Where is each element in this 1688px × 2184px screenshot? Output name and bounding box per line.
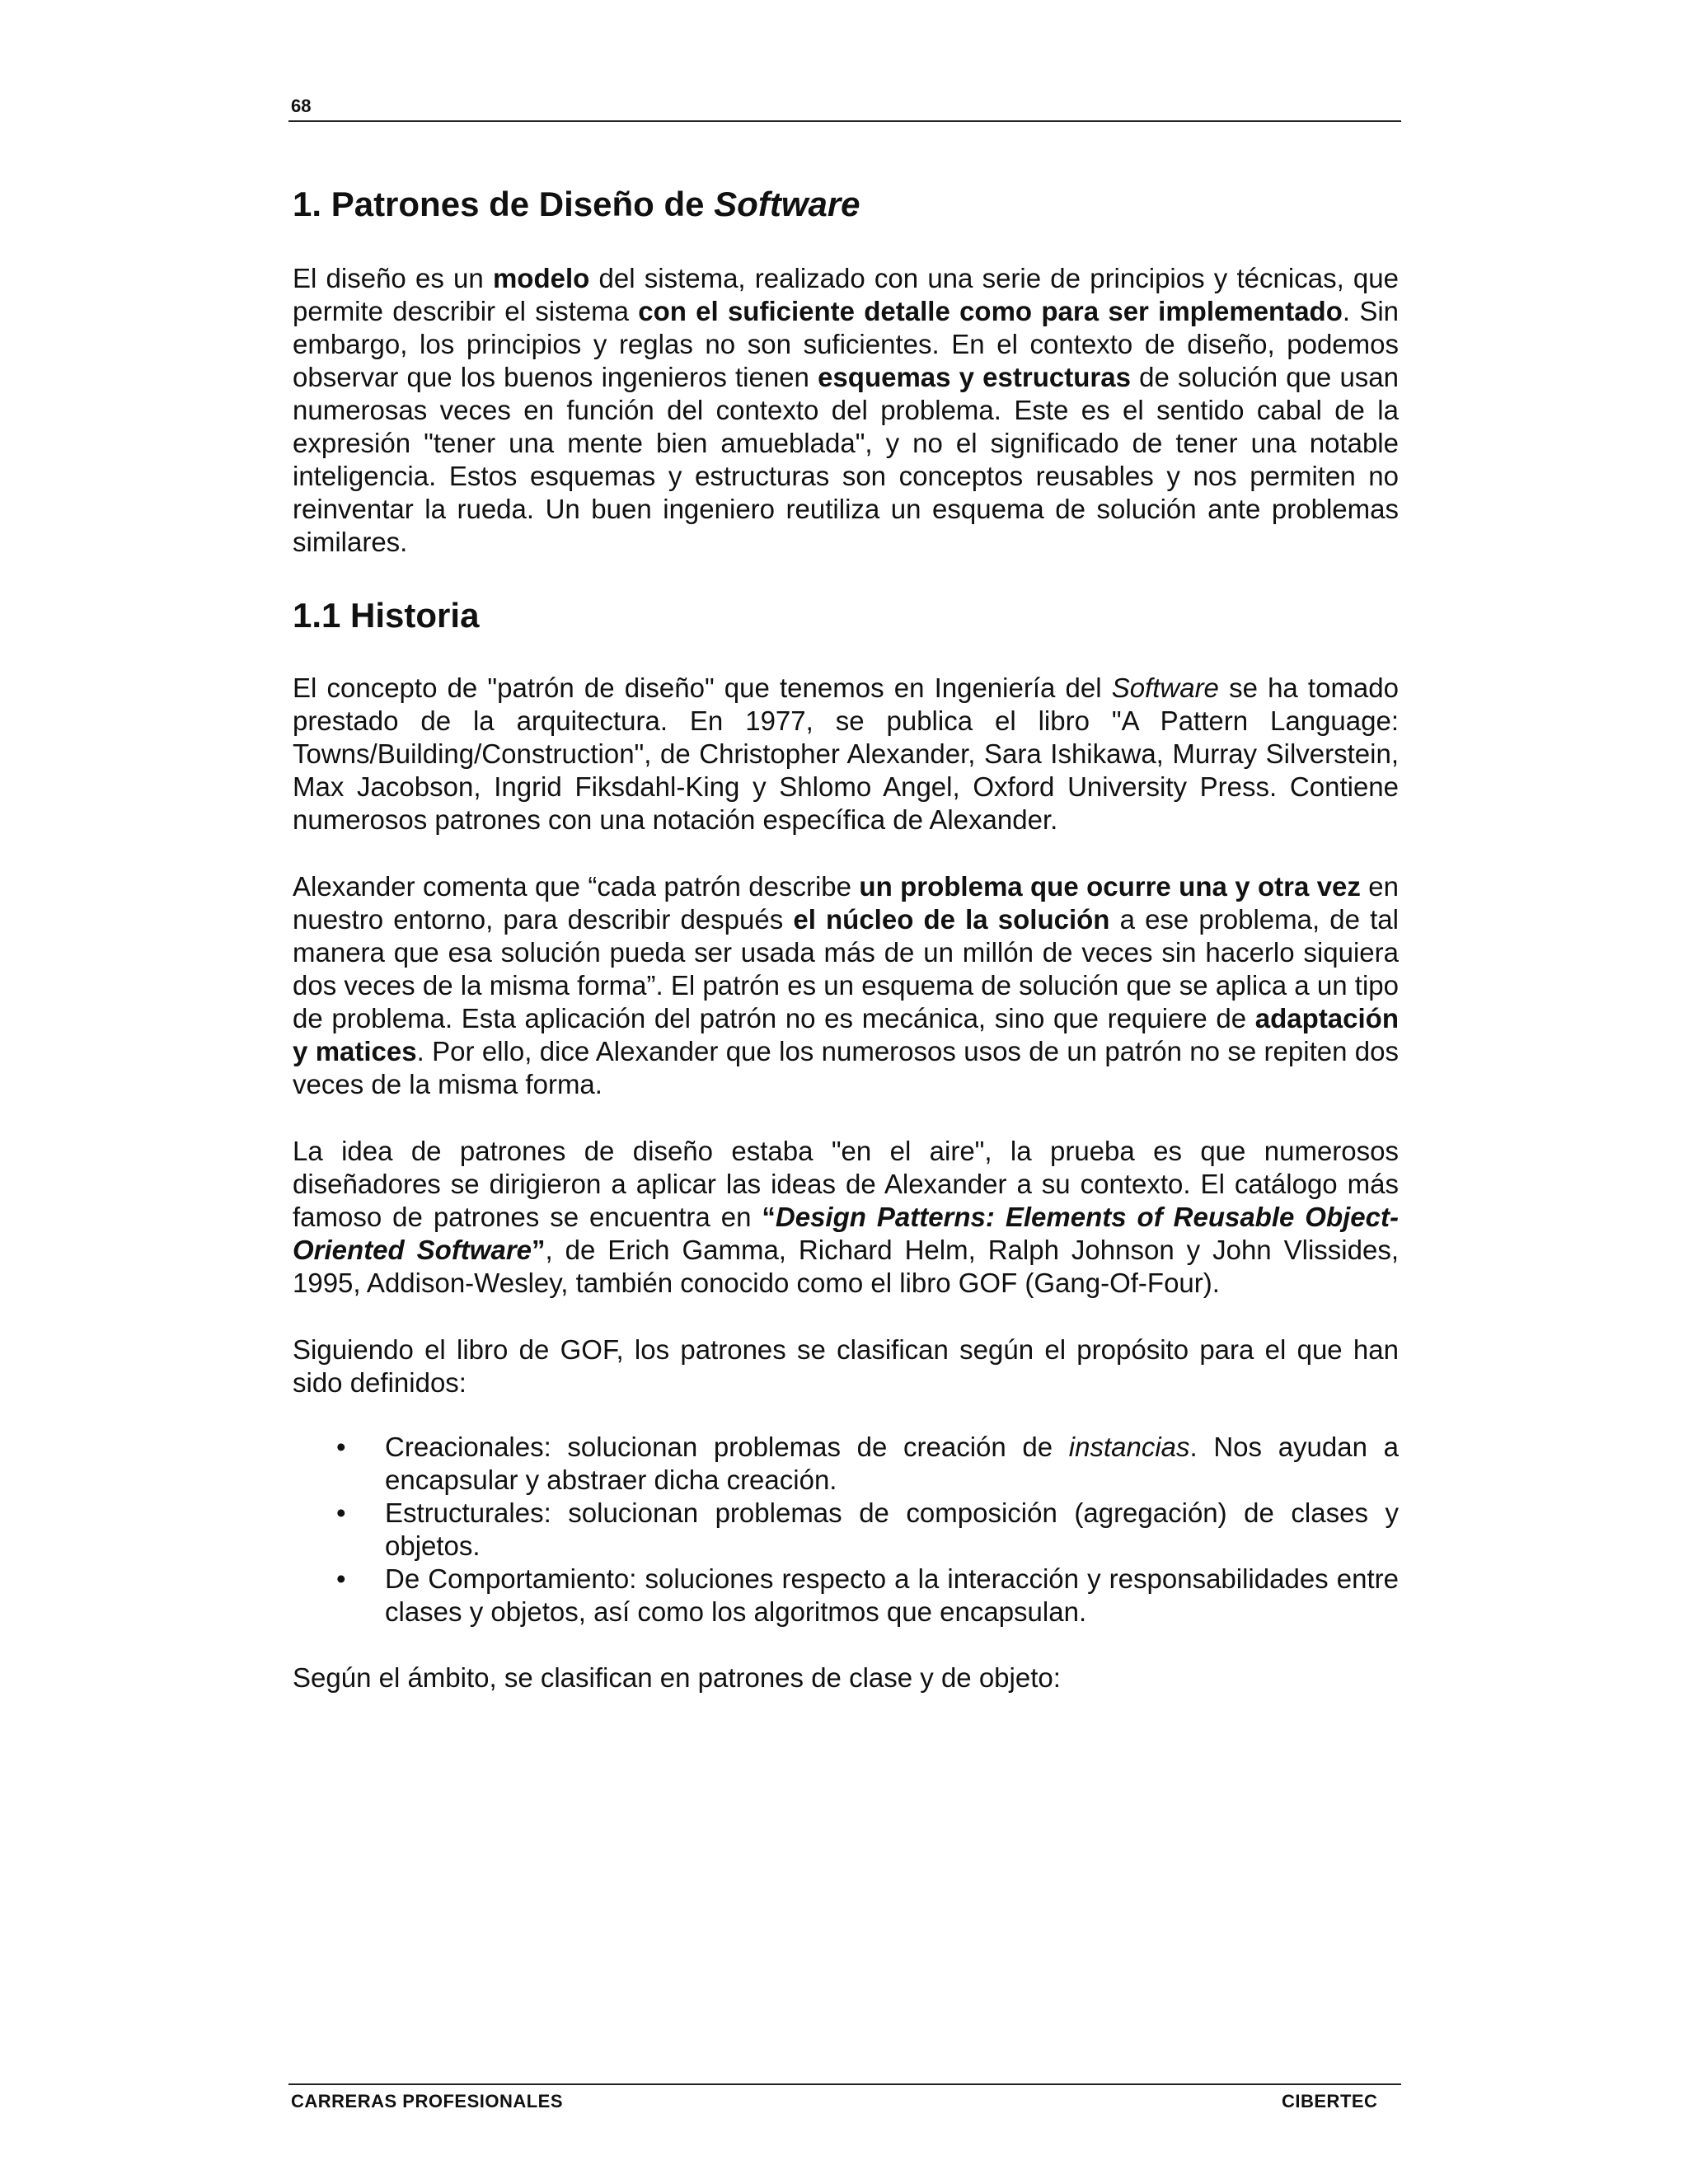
text-run: . Por ello, dice Alexander que los numerosos usos de un patrón no se repiten dos veces de la misma forma.: [293, 1036, 1399, 1099]
text-run: el núcleo de la solución: [793, 904, 1110, 935]
list-item-text: [385, 1432, 1399, 1495]
list-item-creacionales: [336, 1431, 1399, 1497]
section-title-text: 1. Patrones de Diseño de: [293, 185, 715, 223]
section-title-italic: Software: [714, 185, 860, 223]
paragraph-historia-3: [293, 1135, 1399, 1300]
text-run: en nuestro entorno, para describir después: [293, 871, 1399, 935]
bullet-icon: •: [336, 1497, 346, 1528]
text-run: del sistema, realizado con una serie de principios y técnicas, que permite describir el sistema: [293, 263, 1399, 326]
text-run: de solución que usan numerosas veces en función del contexto del problema. Este es el sentido cabal de la expresión "tener una mente bien amueblada", y no el significado de tener una notable inteligencia. Estos esquemas y estructuras son conceptos reusables y nos permiten no reinventar la rueda. Un buen ingeniero reutiliza un esquema de solución ante problemas similares.: [293, 362, 1400, 557]
header-divider: [288, 120, 1401, 122]
section-title-historia: 1.1 Historia: [293, 596, 480, 635]
text-run: Creacionales: solucionan problemas de creación de: [385, 1432, 1069, 1462]
paragraph-closing: Según el ámbito, se clasifican en patrones de clase y de objeto:: [293, 1662, 1061, 1693]
paragraph-intro: [293, 262, 1399, 559]
text-run: Alexander comenta que “cada patrón describe: [293, 871, 860, 902]
list-item-estructurales: [336, 1497, 1399, 1563]
footer-institution: CIBERTEC: [1282, 2091, 1378, 2111]
list-item-text: [385, 1497, 1399, 1561]
page-content: [293, 181, 1399, 1728]
classification-list: [293, 1431, 1399, 1629]
text-run: ”: [532, 1235, 546, 1265]
bullet-icon: •: [336, 1563, 346, 1594]
text-run: . Nos ayudan a encapsular y abstraer dicha creación.: [385, 1432, 1399, 1495]
text-run: Siguiendo el libro de GOF, los patrones se clasifican según el propósito para el que han sido definidos:: [293, 1334, 1399, 1398]
text-run: El concepto de "patrón de diseño" que tenemos en Ingeniería del: [293, 673, 1112, 703]
text-run: esquemas y estructuras: [818, 362, 1131, 392]
footer-program: CARRERAS PROFESIONALES: [291, 2091, 564, 2111]
text-run: modelo: [492, 263, 590, 293]
text-run: “: [762, 1202, 776, 1232]
text-run: Design Patterns: Elements of Reusable Object-Oriented Software: [293, 1202, 1399, 1265]
bullet-icon: •: [336, 1432, 346, 1462]
text-run: se ha tomado prestado de la arquitectura. En 1977, se publica el libro "A Pattern Language: Towns/Building/Construction", de Christopher Alexander, Sara Ishikawa, Murray Silverstein, Max Jacobson, Ingrid Fiksdahl-King y Shlomo Angel, Oxford University Press. Contiene numerosos patrones con una notación específica de Alexander.: [293, 673, 1399, 835]
paragraph-historia-1: [293, 672, 1399, 837]
list-item-comportamiento: [336, 1563, 1399, 1629]
list-item-text: [385, 1563, 1399, 1627]
text-run: , de Erich Gamma, Richard Helm, Ralph Johnson y John Vlissides, 1995, Addison-Wesley, también conocido como el libro GOF (Gang-Of-Four).: [293, 1235, 1399, 1298]
text-run: instancias: [1068, 1432, 1190, 1462]
footer-divider: [288, 2083, 1401, 2085]
paragraph-historia-2: [293, 870, 1399, 1101]
section-title-patrones: [293, 181, 1399, 227]
text-run: De Comportamiento: soluciones respecto a la interacción y responsabilidades entre clases y objetos, así como los algoritmos que encapsulan.: [385, 1563, 1399, 1627]
page-number: 68: [291, 96, 312, 116]
paragraph-historia-4: [293, 1333, 1399, 1399]
text-run: un problema que ocurre una y otra vez: [859, 871, 1361, 902]
text-run: Estructurales: solucionan problemas de composición (agregación) de clases y objetos.: [385, 1497, 1399, 1561]
text-run: adaptación y matices: [293, 1003, 1399, 1066]
text-run: . Sin embargo, los principios y reglas no son suficientes. En el contexto de diseño, podemos observar que los buenos ingenieros tienen: [293, 296, 1400, 392]
text-run: El diseño es un: [293, 263, 493, 293]
text-run: Software: [1111, 673, 1219, 703]
text-run: La idea de patrones de diseño estaba "en el aire", la prueba es que numerosos diseñadores se dirigieron a aplicar las ideas de Alexander a su contexto. El catálogo más famoso de patrones se encuentra en: [293, 1136, 1399, 1232]
text-run: con el suficiente detalle como para ser implementado: [638, 296, 1343, 326]
text-run: a ese problema, de tal manera que esa solución pueda ser usada más de un millón de veces sin hacerlo siquiera dos veces de la misma forma”. El patrón es un esquema de solución que se aplica a un tipo de problema. Esta aplicación del patrón no es mecánica, sino que requiere de: [293, 904, 1399, 1033]
